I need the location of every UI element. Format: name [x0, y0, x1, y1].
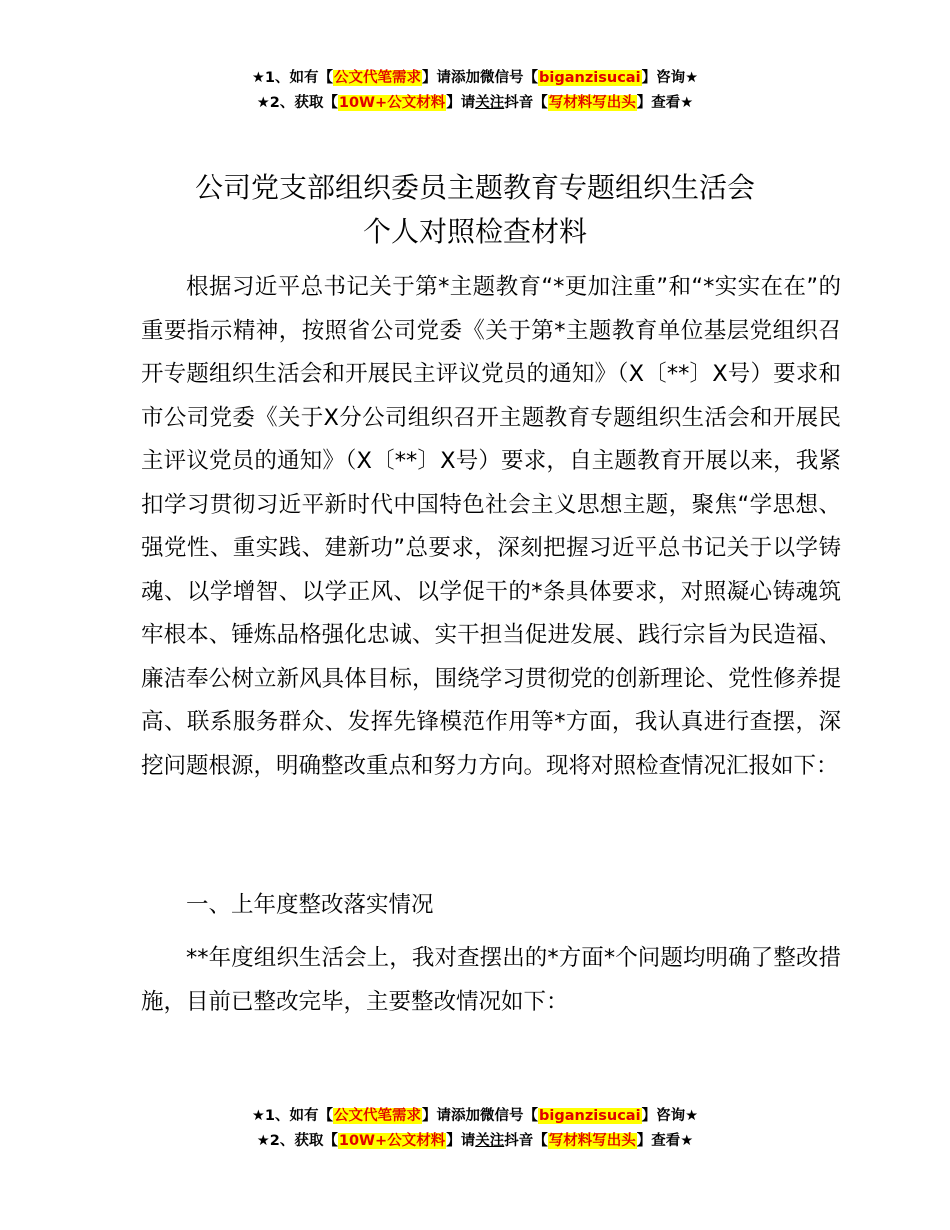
title-line-1: 公司党支部组织委员主题教育专题组织生活会	[194, 171, 755, 204]
banner-line-2	[0, 1129, 950, 1154]
body-paragraph	[141, 937, 841, 1024]
banner-highlight: 公文代笔需求	[334, 70, 422, 86]
banner-highlight: 10W+公文材料	[338, 1133, 446, 1149]
douyin-id-highlight: 写材料写出头	[548, 1133, 636, 1149]
banner-text: ★2、获取【	[256, 1133, 338, 1149]
banner-line-1	[0, 1104, 950, 1129]
banner-text: 抖音【	[504, 95, 548, 111]
banner-line-2	[0, 91, 950, 116]
banner-underline: 关注	[475, 95, 505, 111]
document-title	[0, 166, 950, 254]
paragraph-intro: 根据习近平总书记关于第*主题教育“*更加注重”和“*实实在在”的重要指示精神，按照省公司党委《关于第*主题教育单位基层党组织召开专题组织生活会和开展民主评议党员的通知》（X〔**〕X号）要求和市公司党委《关于X分公司组织召开主题教育专题组织生活会和开展民主评议党员的通知》（X〔**〕X号）要求，自主题教育开展以来，我紧扣学习贯彻习近平新时代中国特色社会主义思想主题，聚焦“学思想、强党性、重实践、建新功”总要求，深刻把握习近平总书记关于以学铸魂、以学增智、以学正风、以学促干的*条具体要求，对照凝心铸魂筑牢根本、锤炼品格强化忠诚、实干担当促进发展、践行宗旨为民造福、廉洁奉公树立新风具体目标，围绕学习贯彻党的创新理论、党性修养提高、联系服务群众、发挥先锋模范作用等*方面，我认真进行查摆，深挖问题根源，明确整改重点和努力方向。现将对照检查情况汇报如下：	[141, 274, 841, 779]
footer-banner	[0, 1104, 950, 1154]
banner-line-1	[0, 66, 950, 91]
banner-text: ★2、获取【	[256, 95, 338, 111]
douyin-id-highlight: 写材料写出头	[548, 95, 636, 111]
banner-underline: 关注	[475, 1133, 505, 1149]
banner-text: 】咨询★	[641, 1108, 699, 1124]
banner-text: 】请	[446, 95, 476, 111]
body-paragraph	[141, 266, 841, 788]
header-banner	[0, 66, 950, 116]
banner-text: 抖音【	[504, 1133, 548, 1149]
section-heading	[141, 884, 841, 928]
banner-text: 】查看★	[636, 95, 694, 111]
banner-text: 】咨询★	[641, 70, 699, 86]
title-line-2: 个人对照检查材料	[362, 215, 587, 248]
banner-text: ★1、如有【	[251, 70, 334, 86]
banner-text: 】请	[446, 1133, 476, 1149]
banner-text: 】查看★	[636, 1133, 694, 1149]
banner-highlight: 公文代笔需求	[334, 1108, 422, 1124]
banner-text: 】请添加微信号【	[422, 1108, 539, 1124]
wechat-id-highlight: biganzisucai	[539, 1108, 641, 1124]
paragraph-rectification: **年度组织生活会上，我对查摆出的*方面*个问题均明确了整改措施，目前已整改完毕，主要整改情况如下：	[141, 945, 841, 1015]
banner-highlight: 10W+公文材料	[338, 95, 446, 111]
banner-text: ★1、如有【	[251, 1108, 334, 1124]
banner-text: 】请添加微信号【	[422, 70, 539, 86]
heading-1: 一、上年度整改落实情况	[186, 892, 434, 918]
wechat-id-highlight: biganzisucai	[539, 70, 641, 86]
